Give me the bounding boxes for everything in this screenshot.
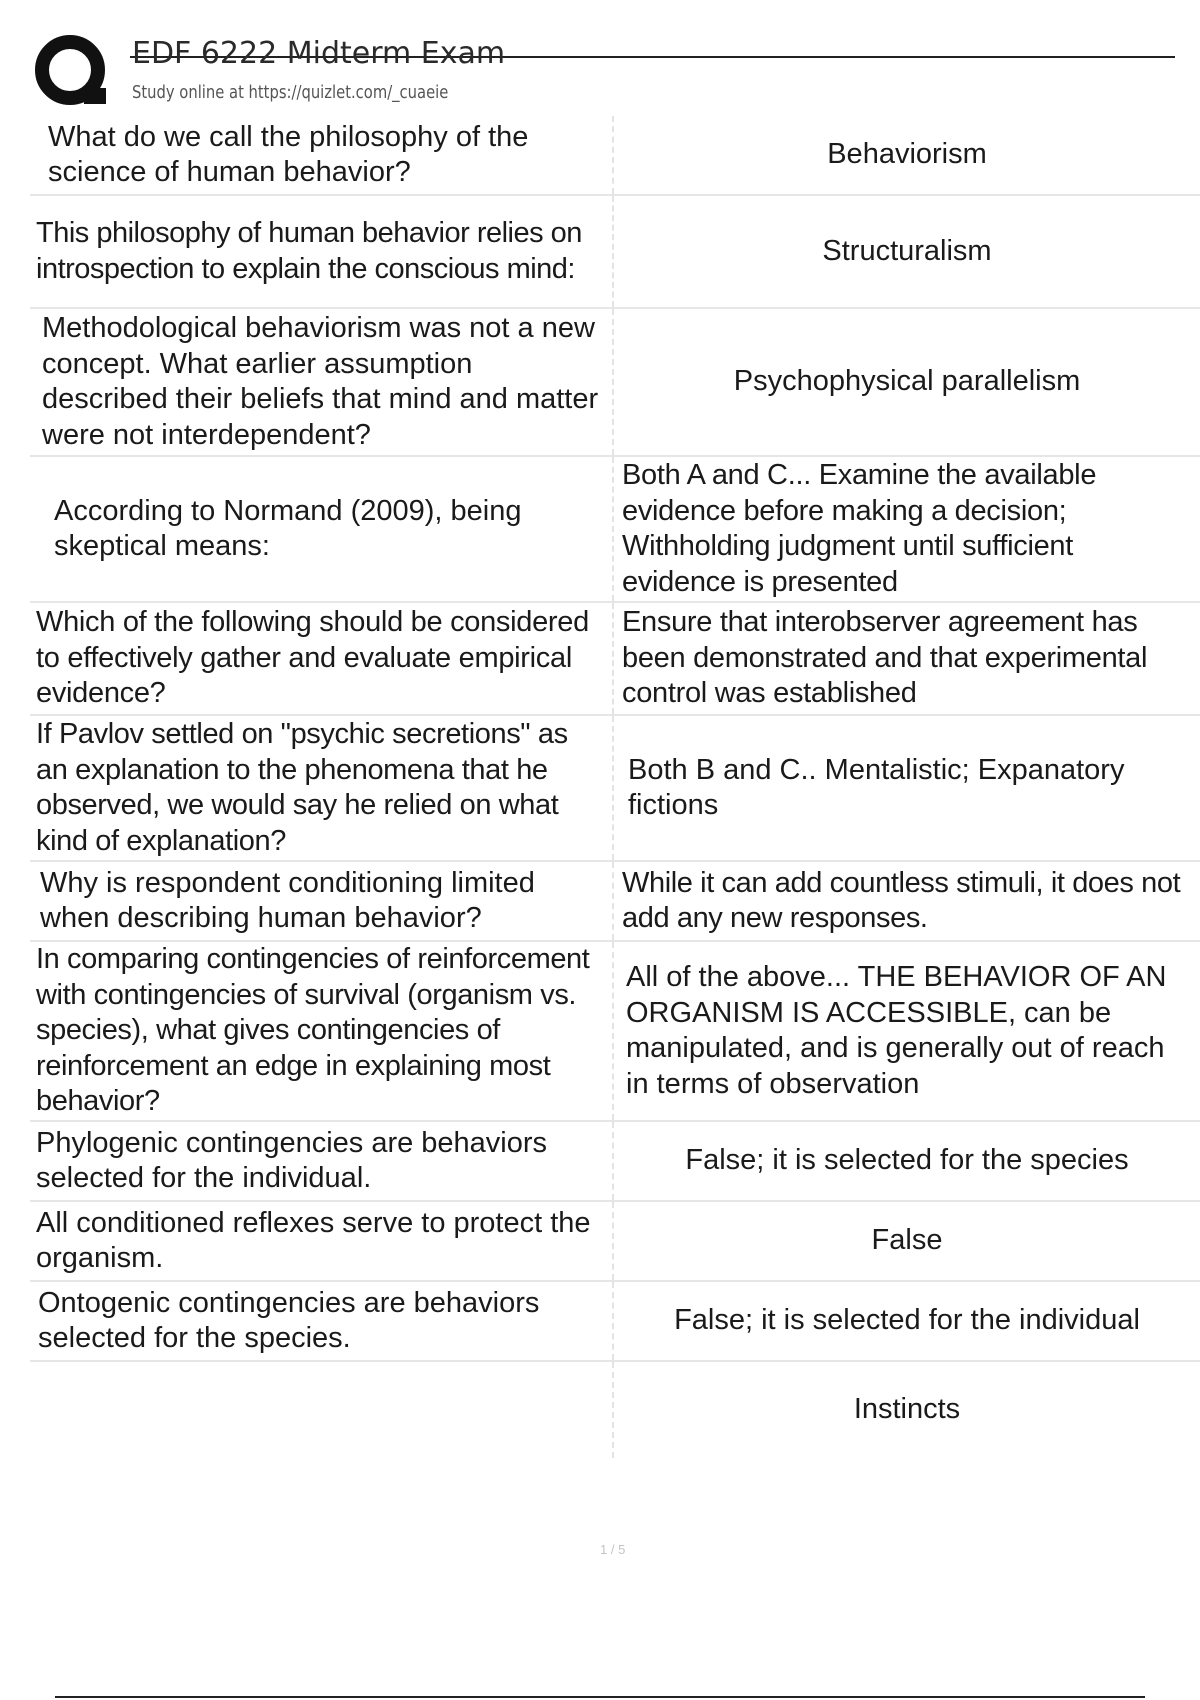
card-term: In comparing contingencies of reinforcement with contingencies of survival (organism vs. species), what gives contingencies of reinforcement an edge in explaining most behavior? — [30, 942, 614, 1120]
flashcard — [30, 309, 1200, 457]
card-term: What do we call the philosophy of the science of human behavior? — [30, 116, 614, 194]
page-title: EDF 6222 Midterm Exam — [132, 36, 506, 71]
page-number: 1 / 5 — [600, 1542, 626, 1557]
flashcard — [30, 716, 1200, 862]
card-definition: False — [871, 1224, 943, 1257]
card-definition: False; it is selected for the individual — [674, 1304, 1140, 1337]
flashcard — [30, 1282, 1200, 1362]
card-definition: Both A and C... Examine the available evidence before making a decision; Withholding judgment until sufficient evidence is presented — [622, 459, 1097, 598]
page-header — [30, 28, 1150, 113]
card-definition: Psychophysical parallelism — [733, 365, 1081, 398]
card-term: Why is respondent conditioning limited when describing human behavior? — [30, 862, 614, 940]
card-term: This philosophy of human behavior relies on introspection to explain the conscious mind: — [30, 196, 614, 307]
quizlet-logo-icon — [32, 32, 112, 112]
flashcard — [30, 1202, 1200, 1282]
card-term: Ontogenic contingencies are behaviors selected for the species. — [30, 1282, 614, 1360]
card-term — [30, 1362, 614, 1458]
card-definition: All of the above... THE BEHAVIOR OF AN ORGANISM IS ACCESSIBLE, can be manipulated, and is generally out of reach in terms of observation — [626, 961, 1167, 1100]
flashcard — [30, 942, 1200, 1122]
card-term: All conditioned reflexes serve to protect the organism. — [30, 1202, 614, 1280]
card-term: According to Normand (2009), being skeptical means: — [30, 457, 614, 601]
card-definition: Structuralism — [822, 234, 992, 267]
card-term: Which of the following should be considered to effectively gather and evaluate empirical evidence? — [30, 603, 614, 714]
flashcard — [30, 196, 1200, 309]
card-definition: Ensure that interobserver agreement has been demonstrated and that experimental control was established — [622, 606, 1148, 710]
card-term: Phylogenic contingencies are behaviors selected for the individual. — [30, 1122, 614, 1200]
flashcard — [30, 862, 1200, 942]
card-definition: Instincts — [853, 1393, 961, 1426]
card-definition: Both B and C.. Mentalistic; Expanatory fictions — [628, 753, 1125, 821]
card-term: If Pavlov settled on "psychic secretions" as an explanation to the phenomena that he observed, we would say he relied on what kind of explanation? — [30, 716, 614, 860]
flashcard — [30, 603, 1200, 716]
flashcard-list — [30, 116, 1200, 1458]
card-definition: While it can add countless stimuli, it does not add any new responses. — [622, 866, 1181, 934]
card-definition: False; it is selected for the species — [685, 1144, 1129, 1177]
flashcard — [30, 1362, 1200, 1458]
flashcard — [30, 1122, 1200, 1202]
footer-rule — [55, 1696, 1145, 1698]
card-definition: Behaviorism — [827, 138, 987, 171]
flashcard — [30, 457, 1200, 603]
study-online-link[interactable]: Study online at https://quizlet.com/_cuaeie — [132, 82, 449, 103]
flashcard — [30, 116, 1200, 196]
card-term: Methodological behaviorism was not a new concept. What earlier assumption described their beliefs that mind and matter were not interdependent? — [30, 309, 614, 455]
